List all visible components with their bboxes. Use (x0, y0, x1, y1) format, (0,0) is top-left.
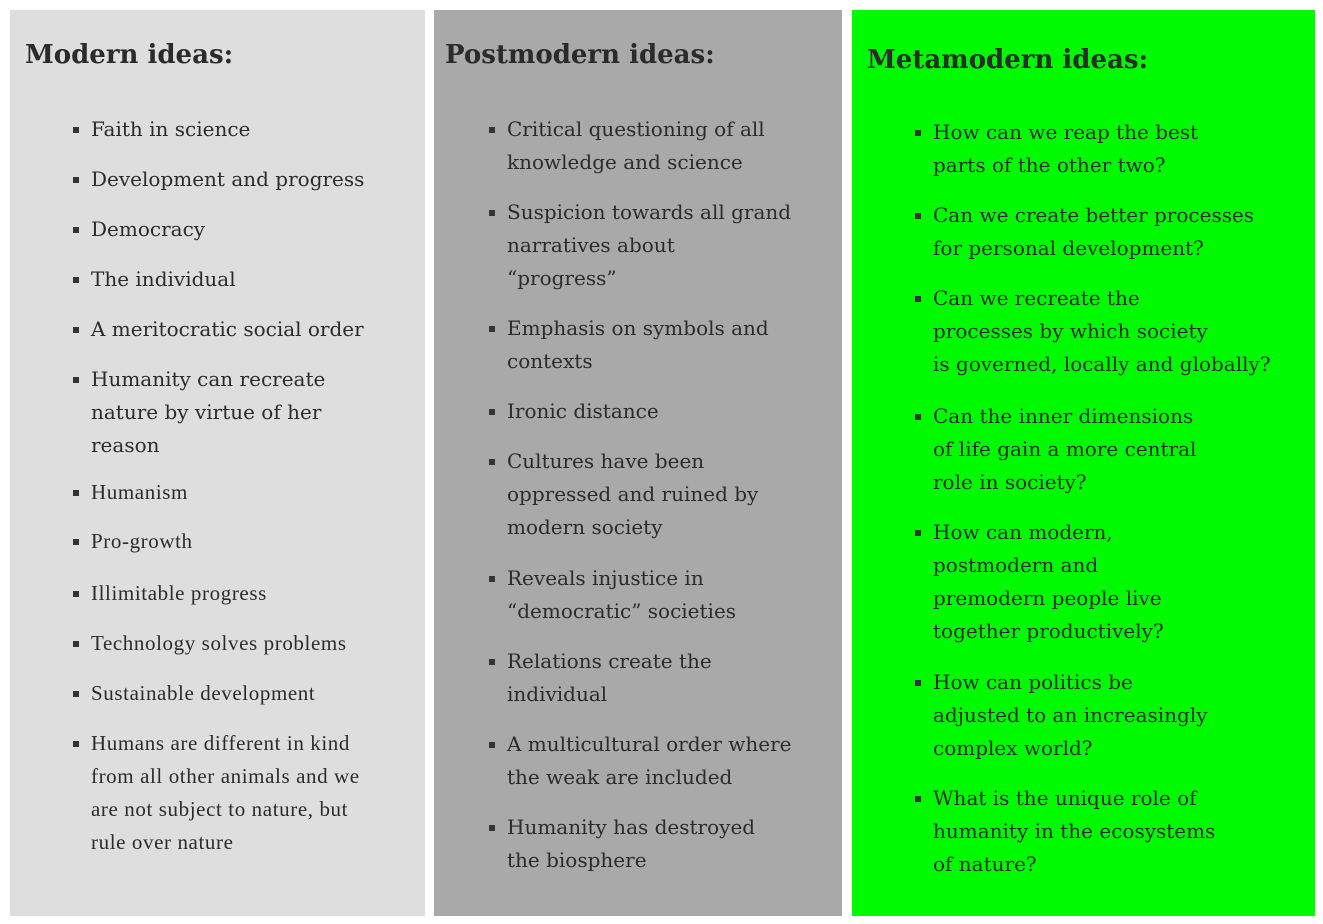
list-item (507, 811, 755, 877)
bullet-icon (915, 680, 921, 686)
list-item-line: individual (507, 682, 608, 706)
list-item-line: contexts (507, 349, 593, 373)
list-item-line: the biosphere (507, 848, 647, 872)
list-item-line: postmodern and (933, 553, 1099, 577)
bullet-icon (73, 641, 79, 647)
list-item (507, 196, 791, 295)
list-item-line: Humanity has destroyed (507, 815, 756, 839)
list-item (507, 645, 712, 711)
list-item (91, 627, 347, 660)
list-item (933, 116, 1198, 182)
list-item (507, 445, 758, 544)
list-item-line: of life gain a more central (933, 437, 1197, 461)
list-item-line: role in society? (933, 470, 1087, 494)
list-item-line: Pro-growth (91, 529, 193, 553)
metamodern-ideas-panel (852, 10, 1315, 916)
list-item-line: Emphasis on symbols and (507, 316, 769, 340)
list-item (507, 113, 765, 179)
metamodern-ideas-title: Metamodern ideas: (867, 45, 1149, 75)
bullet-icon (73, 741, 79, 747)
list-item-line: nature by virtue of her (91, 400, 322, 424)
list-item-line: is governed, locally and globally? (933, 352, 1271, 376)
modern-ideas-title: Modern ideas: (25, 40, 234, 70)
list-item-line: Critical questioning of all (507, 117, 765, 141)
bullet-icon (489, 459, 495, 465)
list-item-line: Technology solves problems (91, 631, 347, 655)
bullet-icon (915, 530, 921, 536)
list-item (933, 666, 1208, 765)
list-item-line: A multicultural order where (507, 732, 792, 756)
bullet-icon (73, 539, 79, 545)
list-item (91, 313, 364, 346)
postmodern-ideas-title: Postmodern ideas: (445, 40, 715, 70)
postmodern-ideas-panel (434, 10, 842, 916)
list-item (933, 400, 1196, 499)
list-item-line: What is the unique role of (933, 786, 1197, 810)
bullet-icon (73, 377, 79, 383)
list-item (933, 199, 1254, 265)
bullet-icon (489, 127, 495, 133)
bullet-icon (915, 796, 921, 802)
list-item (933, 782, 1215, 881)
list-item (91, 677, 315, 710)
bullet-icon (489, 659, 495, 665)
list-item-line: of nature? (933, 852, 1037, 876)
bullet-icon (73, 591, 79, 597)
list-item-line: The individual (91, 267, 236, 291)
list-item-line: oppressed and ruined by (507, 482, 759, 506)
list-item-line: Cultures have been (507, 449, 705, 473)
bullet-icon (489, 326, 495, 332)
bullet-icon (915, 414, 921, 420)
list-item-line: Development and progress (91, 167, 365, 191)
list-item-line: Can we create better processes (933, 203, 1255, 227)
list-item-line: Humanity can recreate (91, 367, 326, 391)
list-item (933, 282, 1271, 381)
list-item-line: Can the inner dimensions (933, 404, 1194, 428)
list-item (91, 476, 188, 509)
bullet-icon (73, 327, 79, 333)
bullet-icon (73, 127, 79, 133)
list-item-line: Humanism (91, 480, 188, 504)
list-item (91, 727, 360, 859)
list-item-line: How can politics be (933, 670, 1133, 694)
list-item-line: A meritocratic social order (91, 317, 364, 341)
list-item-line: Humans are different in kind (91, 731, 351, 755)
list-item-line: “progress” (507, 266, 617, 290)
list-item (91, 263, 236, 296)
list-item-line: narratives about (507, 233, 675, 257)
bullet-icon (489, 576, 495, 582)
modern-ideas-panel (10, 10, 425, 916)
list-item (933, 516, 1164, 648)
list-item-line: “democratic” societies (507, 599, 737, 623)
bullet-icon (73, 177, 79, 183)
list-item-line: reason (91, 433, 160, 457)
list-item-line: Reveals injustice in (507, 566, 704, 590)
list-item-line: adjusted to an increasingly (933, 703, 1208, 727)
list-item-line: How can we reap the best (933, 120, 1199, 144)
list-item-line: complex world? (933, 736, 1093, 760)
bullet-icon (489, 409, 495, 415)
list-item (91, 113, 250, 146)
list-item-line: are not subject to nature, but (91, 797, 349, 821)
bullet-icon (73, 691, 79, 697)
bullet-icon (489, 210, 495, 216)
list-item-line: Relations create the (507, 649, 712, 673)
list-item-line: rule over nature (91, 830, 234, 854)
list-item-line: Sustainable development (91, 681, 316, 705)
list-item-line: Faith in science (91, 117, 251, 141)
list-item (507, 562, 736, 628)
list-item (91, 163, 364, 196)
list-item-line: Can we recreate the (933, 286, 1140, 310)
list-item (91, 525, 193, 558)
list-item-line: for personal development? (933, 236, 1204, 260)
list-item-line: premodern people live (933, 586, 1162, 610)
list-item (507, 728, 792, 794)
list-item (91, 363, 325, 462)
list-item-line: together productively? (933, 619, 1164, 643)
list-item-line: knowledge and science (507, 150, 743, 174)
bullet-icon (915, 296, 921, 302)
list-item (91, 577, 267, 610)
list-item (91, 213, 205, 246)
bullet-icon (915, 130, 921, 136)
bullet-icon (915, 213, 921, 219)
list-item-line: modern society (507, 515, 663, 539)
list-item (507, 395, 659, 428)
list-item-line: humanity in the ecosystems (933, 819, 1216, 843)
list-item-line: the weak are included (507, 765, 733, 789)
bullet-icon (73, 277, 79, 283)
list-item (507, 312, 769, 378)
list-item-line: parts of the other two? (933, 153, 1166, 177)
list-item-line: from all other animals and we (91, 764, 360, 788)
bullet-icon (489, 825, 495, 831)
list-item-line: Democracy (91, 217, 206, 241)
list-item-line: How can modern, (933, 520, 1113, 544)
list-item-line: processes by which society (933, 319, 1208, 343)
list-item-line: Suspicion towards all grand (507, 200, 792, 224)
bullet-icon (489, 742, 495, 748)
list-item-line: Ironic distance (507, 399, 659, 423)
bullet-icon (73, 227, 79, 233)
list-item-line: Illimitable progress (91, 581, 267, 605)
bullet-icon (73, 490, 79, 496)
